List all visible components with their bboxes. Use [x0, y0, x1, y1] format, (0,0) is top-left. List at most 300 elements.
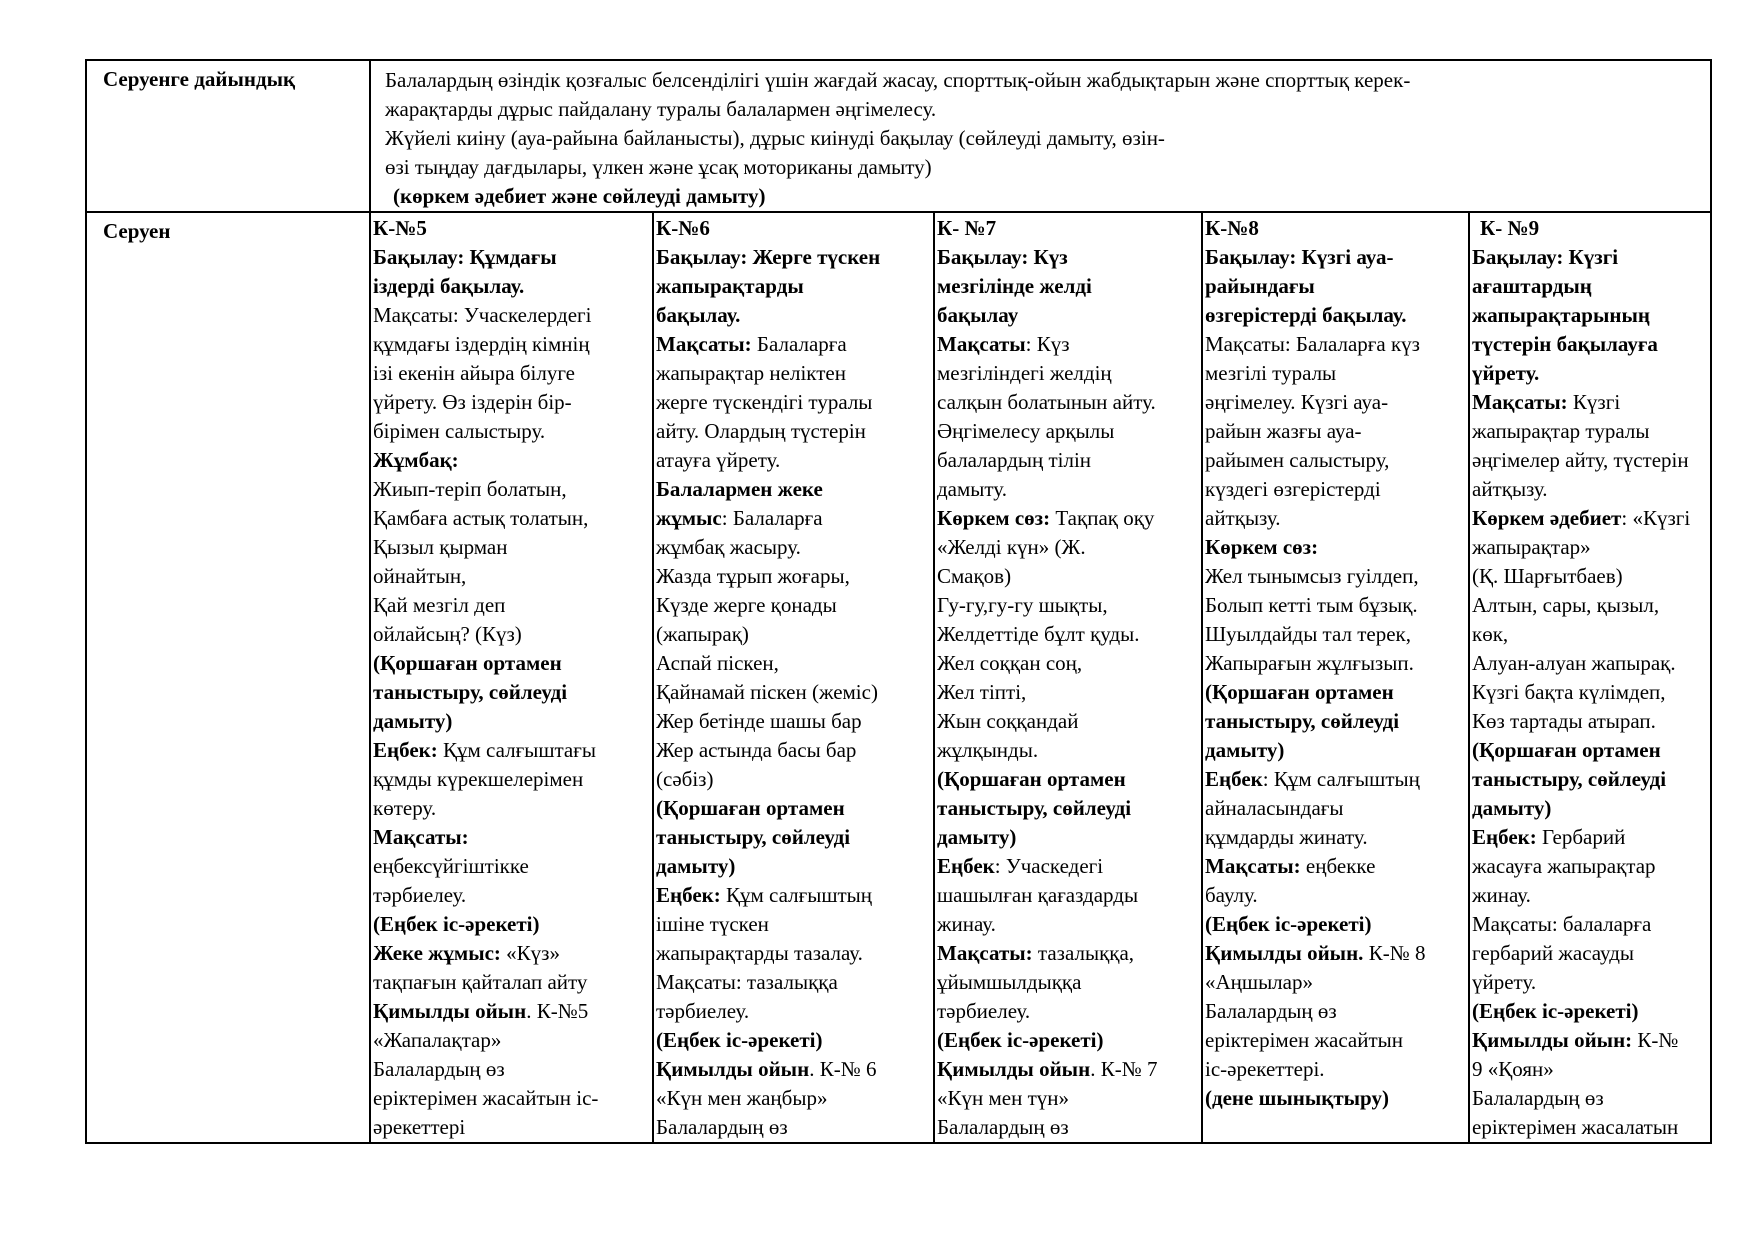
- bold-text: К-№5: [373, 216, 427, 240]
- text-run: гербарий жасауды: [1472, 941, 1635, 965]
- text-run: тәрбиелеу.: [373, 883, 467, 907]
- bold-text: Мақсаты: [937, 332, 1026, 356]
- text-line: [1205, 794, 1466, 823]
- text-line: [373, 852, 650, 881]
- bold-text: Еңбек:: [1472, 825, 1537, 849]
- preparation-lines: [385, 66, 1700, 211]
- text-line: [656, 649, 931, 678]
- text-run: (сәбіз): [656, 767, 714, 791]
- text-line: [937, 272, 1199, 301]
- text-run: Смақов): [937, 564, 1012, 588]
- text-line: [1472, 214, 1708, 243]
- text-run: Жел соққан соң,: [937, 651, 1083, 675]
- bold-text: таныстыру, сөйлеуді: [373, 680, 568, 704]
- text-line: [656, 881, 931, 910]
- text-line: [1472, 736, 1708, 765]
- bold-text: жұмыс: [656, 506, 722, 530]
- text-line: [373, 794, 650, 823]
- text-line: [373, 214, 650, 243]
- bold-text: райындағы: [1205, 274, 1315, 298]
- text-line: [937, 736, 1199, 765]
- text-line: [1472, 301, 1708, 330]
- bold-text: дамыту): [1205, 738, 1285, 762]
- text-run: Қызыл қырман: [373, 535, 508, 559]
- text-line: [1472, 1084, 1708, 1113]
- text-line: [656, 214, 931, 243]
- text-line: [1205, 301, 1466, 330]
- text-line: [373, 707, 650, 736]
- bold-text: бақылау.: [656, 303, 741, 327]
- text-line: [937, 881, 1199, 910]
- text-line: [656, 562, 931, 591]
- bold-text: (Еңбек іс-әрекеті): [1472, 999, 1639, 1023]
- bold-text: өзгерістерді бақылау.: [1205, 303, 1407, 327]
- text-run: Күзгі: [1567, 390, 1621, 414]
- text-run: Жел тынымсыз гуілдеп,: [1205, 564, 1419, 588]
- bold-text: Жеке жұмыс:: [373, 941, 501, 965]
- bold-text: Бақылау: Күзгі: [1472, 245, 1619, 269]
- text-line: [937, 939, 1199, 968]
- text-run: тәрбиелеу.: [937, 999, 1031, 1023]
- text-line: [373, 823, 650, 852]
- text-run: жинау.: [937, 912, 996, 936]
- bold-text: Мақсаты:: [373, 825, 469, 849]
- text-line: [1205, 1055, 1466, 1084]
- bold-text: (Қоршаған ортамен: [373, 651, 562, 675]
- text-run: атауға үйрету.: [656, 448, 781, 472]
- text-line: [656, 243, 931, 272]
- day-cell-9: [1469, 212, 1711, 1143]
- text-run: жапырақтар туралы: [1472, 419, 1650, 443]
- text-run: Құм салғыштағы: [437, 738, 596, 762]
- text-run: Балаларға: [751, 332, 847, 356]
- text-run: райын жазғы ауа-: [1205, 419, 1362, 443]
- text-line: [1205, 214, 1466, 243]
- day-lines-8: [1205, 214, 1466, 1113]
- text-line: [656, 475, 931, 504]
- text-line: [373, 475, 650, 504]
- bold-text: (Еңбек іс-әрекеті): [937, 1028, 1104, 1052]
- text-line: [937, 620, 1199, 649]
- text-run: Алуан-алуан жапырақ.: [1472, 651, 1676, 675]
- text-run: Қайнамай піскен (жеміс): [656, 680, 878, 704]
- bold-text: Жұмбақ:: [373, 448, 459, 472]
- text-run: күздегі өзгерістерді: [1205, 477, 1381, 501]
- text-line: [1205, 852, 1466, 881]
- text-run: К-№: [1632, 1028, 1679, 1052]
- text-run: жапырақтар»: [1472, 535, 1591, 559]
- text-run: : Учаскедегі: [994, 854, 1104, 878]
- bold-text: дамыту): [937, 825, 1017, 849]
- text-line: [656, 1026, 931, 1055]
- bold-text: Қимылды ойын:: [1472, 1028, 1633, 1052]
- walk-row: [86, 212, 1711, 1143]
- text-run: үйрету. Өз іздерін бір-: [373, 390, 572, 414]
- text-run: айтқызу.: [1472, 477, 1548, 501]
- text-line: [373, 649, 650, 678]
- text-line: [373, 1113, 650, 1142]
- text-run: Жын соққандай: [937, 709, 1079, 733]
- text-run: мезгіліндегі желдің: [937, 361, 1112, 385]
- text-run: еңбексүйгіштікке: [373, 854, 529, 878]
- text-run: Әңгімелесу арқылы: [937, 419, 1115, 443]
- bold-text: түстерін бақылауға: [1472, 332, 1658, 356]
- bold-text: Қимылды ойын: [373, 999, 527, 1023]
- text-line: [1472, 968, 1708, 997]
- bold-text: (Қоршаған ортамен: [1205, 680, 1394, 704]
- day-lines-6: [656, 214, 931, 1142]
- text-line: [385, 153, 1700, 182]
- text-run: ұйымшылдыққа: [937, 970, 1082, 994]
- text-run: шашылған қағаздарды: [937, 883, 1139, 907]
- text-line: [1472, 678, 1708, 707]
- bold-text: жапырақтарды: [656, 274, 804, 298]
- bold-text: Көркем сөз:: [1205, 535, 1319, 559]
- text-run: әңгімелер айту, түстерін: [1472, 448, 1689, 472]
- text-line: [937, 794, 1199, 823]
- text-run: жасауға жапырақтар: [1472, 854, 1656, 878]
- bold-text: Балалармен жеке: [656, 477, 823, 501]
- text-line: [385, 66, 1700, 95]
- bold-text: үйрету.: [1472, 361, 1540, 385]
- text-run: жұлқынды.: [937, 738, 1039, 762]
- text-line: [1472, 504, 1708, 533]
- text-run: Жиып-теріп болатын,: [373, 477, 567, 501]
- text-run: Мақсаты: тазалыққа: [656, 970, 838, 994]
- text-run: баулу.: [1205, 883, 1258, 907]
- text-line: [656, 591, 931, 620]
- text-line: [385, 95, 1700, 124]
- text-line: [373, 1026, 650, 1055]
- text-line: [1205, 968, 1466, 997]
- text-line: [1472, 475, 1708, 504]
- bold-text: дамыту): [1472, 796, 1552, 820]
- text-run: Жел тіпті,: [937, 680, 1027, 704]
- text-line: [1205, 504, 1466, 533]
- text-line: [373, 1084, 650, 1113]
- text-run: Болып кетті тым бұзық.: [1205, 593, 1418, 617]
- bold-text: Еңбек: [937, 854, 995, 878]
- text-run: Алтын, сары, қызыл,: [1472, 593, 1660, 617]
- text-line: [373, 997, 650, 1026]
- day-lines-7: [937, 214, 1199, 1142]
- text-run: жерге түскендігі туралы: [656, 390, 873, 414]
- text-line: [1472, 881, 1708, 910]
- text-run: дамыту.: [937, 477, 1007, 501]
- bold-text: таныстыру, сөйлеуді: [656, 825, 851, 849]
- bold-text: (Қоршаған ортамен: [937, 767, 1126, 791]
- text-run: тақпағын қайталап айту: [373, 970, 588, 994]
- text-run: «Жапалақтар»: [373, 1028, 502, 1052]
- text-run: «Күн мен жаңбыр»: [656, 1086, 828, 1110]
- bold-text: іздерді бақылау.: [373, 274, 525, 298]
- text-run: Желдеттіде бұлт қуды.: [937, 622, 1140, 646]
- text-line: [1205, 243, 1466, 272]
- text-line: [373, 272, 650, 301]
- text-run: Жазда тұрып жоғары,: [656, 564, 850, 588]
- text-line: [656, 678, 931, 707]
- text-run: Қамбаға астық толатын,: [373, 506, 589, 530]
- bold-text: жапырақтарының: [1472, 303, 1650, 327]
- text-line: [656, 446, 931, 475]
- text-run: Қай мезгіл деп: [373, 593, 506, 617]
- text-run: . К-№ 6: [809, 1057, 877, 1081]
- text-line: [1472, 591, 1708, 620]
- text-line: [1205, 997, 1466, 1026]
- text-line: [385, 182, 1700, 211]
- text-run: көк,: [1472, 622, 1509, 646]
- bold-text: Еңбек:: [656, 883, 721, 907]
- text-line: [1205, 736, 1466, 765]
- text-line: [656, 504, 931, 533]
- text-line: [1205, 417, 1466, 446]
- bold-text: Бақылау: Күз: [937, 245, 1068, 269]
- text-run: құмды күрекшелерімен: [373, 767, 584, 791]
- text-line: [1472, 794, 1708, 823]
- bold-text: таныстыру, сөйлеуді: [937, 796, 1132, 820]
- text-line: [1472, 1113, 1708, 1142]
- text-line: [656, 939, 931, 968]
- text-run: Гербарий: [1536, 825, 1626, 849]
- text-run: жапырақтар неліктен: [656, 361, 846, 385]
- text-line: [373, 736, 650, 765]
- text-run: Тақпақ оқу: [1050, 506, 1155, 530]
- text-line: [1472, 910, 1708, 939]
- text-run: Жапырағын жұлғызып.: [1205, 651, 1414, 675]
- text-line: [1205, 649, 1466, 678]
- text-line: [1472, 997, 1708, 1026]
- text-line: [373, 533, 650, 562]
- text-line: [1472, 359, 1708, 388]
- text-run: мезгілі туралы: [1205, 361, 1337, 385]
- text-line: [1472, 330, 1708, 359]
- text-run: Гу-гу,гу-гу шықты,: [937, 593, 1108, 617]
- bold-text: Еңбек:: [373, 738, 438, 762]
- text-line: [1472, 243, 1708, 272]
- bold-text: (Еңбек іс-әрекеті): [656, 1028, 823, 1052]
- text-line: [1205, 939, 1466, 968]
- text-line: [373, 591, 650, 620]
- text-run: Мақсаты: Балаларға күз: [1205, 332, 1420, 356]
- bold-text: мезгілінде желді: [937, 274, 1092, 298]
- text-line: [937, 1055, 1199, 1084]
- text-line: [1205, 910, 1466, 939]
- text-line: [373, 939, 650, 968]
- text-line: [373, 446, 650, 475]
- bold-text: К- №9: [1480, 216, 1540, 240]
- text-line: [1205, 823, 1466, 852]
- bold-text: (Еңбек іс-әрекеті): [373, 912, 540, 936]
- text-line: [937, 475, 1199, 504]
- preparation-label: Серуенге дайындық: [86, 60, 370, 212]
- text-line: [1205, 707, 1466, 736]
- text-line: [656, 707, 931, 736]
- bold-text: Бақылау: Күзгі ауа-: [1205, 245, 1394, 269]
- text-line: [1205, 591, 1466, 620]
- text-line: [656, 359, 931, 388]
- text-line: [937, 504, 1199, 533]
- text-run: салқын болатынын айту.: [937, 390, 1156, 414]
- text-run: К-№ 8: [1363, 941, 1426, 965]
- text-line: [1205, 359, 1466, 388]
- day-lines-9: [1472, 214, 1708, 1142]
- text-line: [1472, 649, 1708, 678]
- text-line: [656, 1113, 931, 1142]
- text-line: [937, 330, 1199, 359]
- text-run: құмдарды жинату.: [1205, 825, 1368, 849]
- text-run: Балалардың өз: [656, 1115, 788, 1139]
- text-line: [656, 330, 931, 359]
- text-run: . К-№ 7: [1090, 1057, 1158, 1081]
- text-line: [656, 417, 931, 446]
- text-line: [373, 910, 650, 939]
- text-line: [1205, 388, 1466, 417]
- bold-text: Мақсаты:: [1205, 854, 1301, 878]
- text-line: [1472, 272, 1708, 301]
- text-line: [373, 562, 650, 591]
- bold-text: (Қоршаған ортамен: [656, 796, 845, 820]
- text-run: : Балаларға: [721, 506, 823, 530]
- text-line: [1472, 446, 1708, 475]
- walk-label: Серуен: [86, 212, 370, 1143]
- bold-text: Қимылды ойын: [937, 1057, 1091, 1081]
- bold-text: (көркем әдебиет және сөйлеуді дамыту): [393, 184, 766, 208]
- text-run: еріктерімен жасайтын: [1205, 1028, 1404, 1052]
- text-run: ойнайтын,: [373, 564, 467, 588]
- text-line: [373, 968, 650, 997]
- text-run: іс-әрекеттері.: [1205, 1057, 1325, 1081]
- text-line: [937, 359, 1199, 388]
- text-line: [937, 1113, 1199, 1142]
- text-run: жұмбақ жасыру.: [656, 535, 801, 559]
- text-run: Балалардың өз: [937, 1115, 1069, 1139]
- text-line: [937, 417, 1199, 446]
- text-run: : Күз: [1025, 332, 1070, 356]
- text-line: [1205, 678, 1466, 707]
- text-line: [656, 736, 931, 765]
- text-run: «Күз»: [500, 941, 560, 965]
- text-run: Мақсаты: Учаскелердегі: [373, 303, 592, 327]
- text-line: [1205, 881, 1466, 910]
- day-lines-5: [373, 214, 650, 1142]
- text-run: Күзгі бақта күлімдеп,: [1472, 680, 1666, 704]
- text-run: айналасындағы: [1205, 796, 1344, 820]
- text-line: [937, 910, 1199, 939]
- text-line: [937, 1084, 1199, 1113]
- text-run: әңгімелеу. Күзгі ауа-: [1205, 390, 1389, 414]
- text-run: ізі екенін айыра білуге: [373, 361, 575, 385]
- text-run: Балалардың өзіндік қозғалыс белсенділігі үшін жағдай жасау, спорттық-ойын жабдықтарын және спорттық керек-: [385, 68, 1411, 92]
- text-run: (жапырақ): [656, 622, 749, 646]
- text-line: [937, 388, 1199, 417]
- text-line: [1205, 330, 1466, 359]
- text-run: айту. Олардың түстерін: [656, 419, 866, 443]
- text-line: [937, 678, 1199, 707]
- text-run: тазалыққа,: [1032, 941, 1135, 965]
- text-line: [385, 124, 1700, 153]
- bold-text: Көркем әдебиет: [1472, 506, 1622, 530]
- text-line: [1472, 939, 1708, 968]
- preparation-row: [86, 60, 1711, 212]
- text-line: [937, 997, 1199, 1026]
- text-run: көтеру.: [373, 796, 437, 820]
- text-line: [1205, 475, 1466, 504]
- text-line: [937, 707, 1199, 736]
- text-line: [1205, 1084, 1466, 1113]
- text-run: өзі тыңдау дағдылары, үлкен және ұсақ моториканы дамыту): [385, 155, 932, 179]
- text-line: [937, 649, 1199, 678]
- text-run: 9 «Қоян»: [1472, 1057, 1554, 1081]
- text-line: [937, 214, 1199, 243]
- text-line: [373, 330, 650, 359]
- bold-text: Көркем сөз:: [937, 506, 1051, 530]
- bold-text: таныстыру, сөйлеуді: [1205, 709, 1400, 733]
- text-run: . К-№5: [526, 999, 589, 1023]
- text-run: «Аңшылар»: [1205, 970, 1313, 994]
- bold-text: К-№6: [656, 216, 710, 240]
- text-run: жинау.: [1472, 883, 1531, 907]
- text-line: [937, 968, 1199, 997]
- text-run: Балалардың өз: [373, 1057, 505, 1081]
- text-run: ішіне түскен: [656, 912, 769, 936]
- text-line: [1472, 1055, 1708, 1084]
- text-run: Құм салғыштың: [720, 883, 873, 907]
- text-line: [373, 881, 650, 910]
- text-line: [373, 678, 650, 707]
- text-line: [1205, 272, 1466, 301]
- text-line: [656, 1055, 931, 1084]
- text-run: Шуылдайды тал терек,: [1205, 622, 1412, 646]
- text-line: [656, 1084, 931, 1113]
- text-run: тәрбиелеу.: [656, 999, 750, 1023]
- text-line: [1472, 417, 1708, 446]
- text-run: «Желді күн» (Ж.: [937, 535, 1086, 559]
- bold-text: бақылау: [937, 303, 1019, 327]
- text-line: [1205, 620, 1466, 649]
- text-run: Балалардың өз: [1205, 999, 1337, 1023]
- text-run: жапырақтарды тазалау.: [656, 941, 863, 965]
- text-run: бірімен салыстыру.: [373, 419, 546, 443]
- text-line: [373, 359, 650, 388]
- text-line: [1205, 1026, 1466, 1055]
- text-line: [1205, 533, 1466, 562]
- text-run: Мақсаты: балаларға: [1472, 912, 1652, 936]
- text-line: [1472, 765, 1708, 794]
- text-run: әрекеттері: [373, 1115, 466, 1139]
- text-line: [1472, 1026, 1708, 1055]
- text-line: [656, 968, 931, 997]
- text-line: [1472, 620, 1708, 649]
- text-line: [656, 301, 931, 330]
- bold-text: Мақсаты:: [937, 941, 1033, 965]
- text-line: [937, 243, 1199, 272]
- text-line: [1205, 562, 1466, 591]
- text-line: [656, 823, 931, 852]
- text-run: : «Күзгі: [1621, 506, 1691, 530]
- text-line: [937, 765, 1199, 794]
- text-line: [937, 446, 1199, 475]
- text-line: [937, 1026, 1199, 1055]
- text-line: [373, 243, 650, 272]
- text-line: [656, 533, 931, 562]
- bold-text: Еңбек: [1205, 767, 1263, 791]
- text-run: : Құм салғыштың: [1262, 767, 1420, 791]
- text-line: [656, 388, 931, 417]
- text-line: [373, 1055, 650, 1084]
- text-line: [937, 562, 1199, 591]
- text-line: [1205, 446, 1466, 475]
- bold-text: дамыту): [373, 709, 453, 733]
